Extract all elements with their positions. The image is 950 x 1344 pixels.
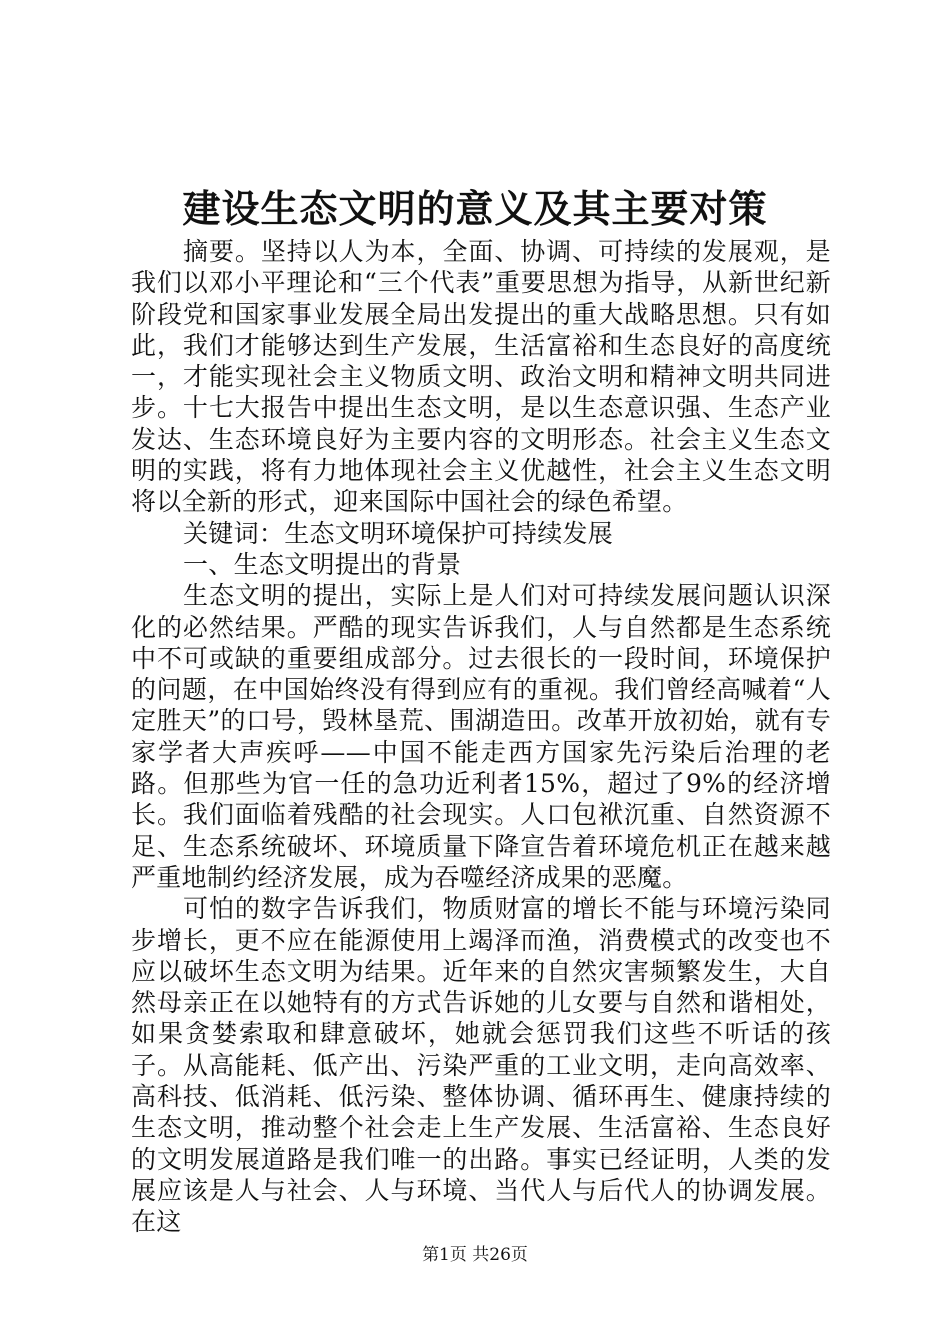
body-paragraph: 可怕的数字告诉我们，物质财富的增长不能与环境污染同步增长，更不应在能源使用上竭泽而渔，消费模式的改变也不应以破坏生态文明为结果。近年来的自然灾害频繁发生，大自然母亲正在以她特有的方式告诉她的儿女要与自然和谐相处，如果贪婪索取和肆意破坏，她就会惩罚我们这些不听话的孩子。从高能耗、低产出、污染严重的工业文明，走向高效率、高科技、低消耗、低污染、整体协调、循环再生、健康持续的生态文明，推动整个社会走上生产发展、生活富裕、生态良好的文明发展道路是我们唯一的出路。事实已经证明，人类的发展应该是人与社会、人与环境、当代人与后代人的协调发展。在这 (131, 894, 831, 1237)
body-paragraph: 生态文明的提出，实际上是人们对可持续发展问题认识深化的必然结果。严酷的现实告诉我们，人与自然都是生态系统中不可或缺的重要组成部分。过去很长的一段时间，环境保护的问题，在中国始终没有得到应有的重视。我们曾经高喊着“人定胜天”的口号，毁林垦荒、围湖造田。改革开放初始，就有专家学者大声疾呼——中国不能走西方国家先污染后治理的老路。但那些为官一任的急功近利者15%，超过了9%的经济增长。我们面临着残酷的社会现实。人口包袱沉重、自然资源不足、生态系统破坏、环境质量下降宣告着环境危机正在越来越严重地制约经济发展，成为吞噬经济成果的恶魔。 (131, 581, 831, 892)
keywords-paragraph: 关键词：生态文明环境保护可持续发展 (183, 518, 614, 548)
section-heading: 一、生态文明提出的背景 (183, 549, 462, 579)
document-body (131, 236, 831, 1238)
abstract-paragraph: 摘要。坚持以人为本，全面、协调、可持续的发展观，是我们以邓小平理论和“三个代表”重要思想为指导，从新世纪新阶段党和国家事业发展全局出发提出的重大战略思想。只有如此，我们才能够达到生产发展，生活富裕和生态良好的高度统一，才能实现社会主义物质文明、政治文明和精神文明共同进步。十七大报告中提出生态文明，是以生态意识强、生态产业发达、生态环境良好为主要内容的文明形态。社会主义生态文明的实践，将有力地体现社会主义优越性，社会主义生态文明将以全新的形式，迎来国际中国社会的绿色希望。 (131, 237, 831, 517)
page-number-footer: 第1页 共26页 (422, 1245, 528, 1265)
document-title: 建设生态文明的意义及其主要对策 (182, 186, 768, 231)
